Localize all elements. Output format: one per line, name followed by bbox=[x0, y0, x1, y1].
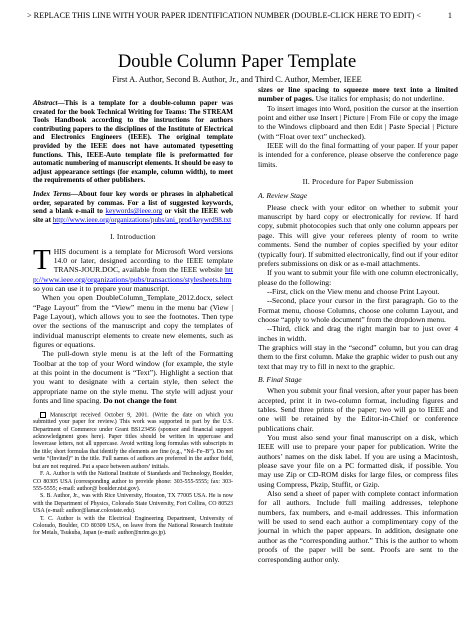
footnote: T. C. Author is with the Electrical Engineering Department, University of Colorado, Boulder, CO 80309 USA, on leave from the National Research Institute for Metals, Tsukuba, Japan (e-mail: author@nrim.go.jp). bbox=[33, 515, 233, 537]
subsection-title-final: B. Final Stage bbox=[258, 374, 302, 384]
subsection-title-review: A. Review Stage bbox=[258, 191, 308, 201]
page-header[interactable] bbox=[27, 11, 452, 20]
continued-bold: sizes or line spacing to squeeze more text into a limited number of pages. bbox=[258, 85, 458, 104]
footnote: S. B. Author, Jr., was with Rice University, Houston, TX 77005 USA. He is now with the Department of Physics, Colorado State University, Fort Collins, CO 80523 USA (e-mail: author@lamar.colostate.edu). bbox=[33, 493, 233, 515]
index-terms bbox=[33, 190, 233, 224]
index-terms-label: Index Terms bbox=[33, 189, 71, 198]
section-title-procedure: II. Procedure for Paper Submission bbox=[302, 177, 414, 187]
intro-text-1b: so you can use it to prepare your manuscript. bbox=[33, 284, 170, 294]
abstract bbox=[33, 99, 233, 185]
abstract-text: —This is a template for a double-column paper was created for the book Technical Writing for Teams: The STREAM Tools Handbook according to the instructions for authors contributing papers to the disciplines of the Institute of Electrical and Electronics Engineers (IEEE). The original template provided by the IEEE does not have automated typesetting functions. This, IEEE-Auto template file is preformatted for automatic numbering of manuscript elements. It should be easy to adjust appearance settings (for example, column width), to meet the requirements of other publishers. bbox=[33, 99, 233, 185]
ieee-formatting-paragraph: IEEE will do the final formatting of your paper. If your paper is intended for a conference, please observe the conference page limits. bbox=[258, 141, 458, 169]
author-line: First A. Author, Second B. Author, Jr., and Third C. Author, Member, IEEE bbox=[112, 75, 362, 84]
intro-paragraph-3 bbox=[33, 349, 233, 405]
final-paragraph-3: Also send a sheet of paper with complete contact information for all authors. Include full mailing addresses, telephone numbers, fax numbers, and e-mail addresses. This information will be used to send each author a complimentary copy of the journal in which the paper appears. In addition, designate one author as the “corresponding author.” This is the author to whom proofs of the paper will be sent. Proofs are sent to the corresponding author only. bbox=[258, 489, 458, 564]
keywords-email-link[interactable]: keywords@ieee.org bbox=[105, 207, 163, 216]
intro-paragraph-2: When you open DoubleColumn_Template_2012.docx, select “Page Layout” from the “View” menu in the menu bar (View | Page Layout), which allows you to see the footnotes. Then type over the sections of the manuscript and copy the templates of individual manuscript elements to create new elements, such as figures or equations. bbox=[33, 293, 233, 350]
index-terms-text: —About four key words or phrases in alphabetical order, separated by commas. For a list of suggested keywords, send a blank e-mail to bbox=[33, 189, 233, 216]
footnotes bbox=[33, 412, 233, 538]
insert-images-paragraph: To insert images into Word, position the cursor at the insertion point and either use Insert | Picture | From File or copy the image to the Windows clipboard and then Edit | Paste Special | Picture (with “Float over text” unchecked). bbox=[258, 103, 458, 141]
footnote: Manuscript received October 9, 2001. (Write the date on which you submitted your paper for review.) This work was supported in part by the U.S. Department of Commerce under Grant BS123456 (sponsor and financial support acknowledgment goes here). Paper titles should be written in uppercase and lowercase letters, not all uppercase. Avoid writing long formulas with subscripts in the title; short formulas that identify the elements are fine (e.g., “Nd–Fe–B”). Do not write “(Invited)” in the title. Full names of authors are preferred in the author field, but are not required. Put a space between authors’ initials. bbox=[33, 411, 233, 470]
review-step-3: --Third, click and drag the right margin bar to just over 4 inches in width. bbox=[258, 324, 458, 343]
paper-title: Double Column Paper Template bbox=[117, 52, 357, 72]
index-terms-text-2: or visit the IEEE web site at bbox=[33, 207, 233, 224]
keywords-url-link[interactable]: http://www.ieee.org/organizations/pubs/ani_prod/keywrd98.txt bbox=[52, 215, 232, 224]
final-paragraph-2: You must also send your final manuscript on a disk, which IEEE will use to prepare your paper for publication. Write the authors’ names on the disk label. If you are using a Macintosh, please save your file on a PC formatted disk, if possible. You may use Zip or CD-ROM disks for large files, or compress files using Compress, Pkzip, Stuffit, or Gzip. bbox=[258, 433, 458, 489]
intro-paragraph-1 bbox=[33, 243, 233, 294]
paper-id-line[interactable]: > REPLACE THIS LINE WITH YOUR PAPER IDENTIFICATION NUMBER (DOUBLE-CLICK HERE TO EDIT) < bbox=[27, 11, 421, 20]
drop-cap: T bbox=[33, 243, 51, 276]
page-number: 1 bbox=[447, 11, 452, 20]
review-paragraph-2: If you want to submit your file with one column electronically, please do the following: bbox=[258, 268, 458, 287]
continued-text: Use italics for emphasis; do not underline. bbox=[313, 94, 445, 104]
review-paragraph-3: The graphics will stay in the “second” column, but you can drag them to the first column. Make the graphic wider to push out any text that may try to fill in next to the graphic. bbox=[258, 342, 458, 371]
intro-text-1a: HIS document is a template for Microsoft Word versions 14.0 or later, designed according to the IEEE template TRANS-JOUR.DOC, available from the IEEE website bbox=[53, 246, 233, 275]
right-column bbox=[258, 85, 458, 564]
abstract-label: Abstract bbox=[33, 99, 58, 107]
final-paragraph-1: When you submit your final version, after your paper has been accepted, print it in two-column format, including figures and tables. Send three prints of the paper; two will go to IEEE and one will be retained by the Editor-in-Chief or conference publications chair. bbox=[258, 386, 458, 433]
intro-text-3: The pull-down style menu is at the left of the Formatting Toolbar at the top of your Word window (for example, the style at this point in the document is “Text”). Highlight a section that you want to designate with a certain style, then select the appropriate name on the style menu. The style will adjust your fonts and line spacing. bbox=[33, 349, 233, 406]
footnote: F. A. Author is with the National Institute of Standards and Technology, Boulder, CO 80305 USA (corresponding author to provide phone: 303-555-5555; fax: 303-555-5555; e-mail: author@ boulder.nist.gov). bbox=[33, 471, 233, 492]
review-step-2: --Second, place your cursor in the first paragraph. Go to the Format menu, choose Columns, choose one column Layout, and choose “apply to whole document” from the dropdown menu. bbox=[258, 296, 458, 324]
section-title-introduction: I. Introduction bbox=[110, 232, 156, 242]
left-column bbox=[33, 99, 233, 538]
intro-text-3-bold: Do not change the font bbox=[103, 396, 177, 406]
review-step-1: --First, click on the View menu and choose Print Layout. bbox=[267, 286, 440, 296]
continued-paragraph bbox=[258, 85, 458, 104]
review-paragraph-1: Please check with your editor on whether to submit your manuscript by hard copy or electronically for review. If hard copy, submit photocopies such that only one column appears per page. This will give your referees plenty of room to write comments. Send the number of copies specified by your editor (typically four). If submitted electronically, find out if your editor prefers submissions on disk or as e-mail attachments. bbox=[258, 202, 458, 268]
ieee-stylesheet-link[interactable]: http://www.ieee.org/organizations/pubs/transactions/stylesheets.htm bbox=[33, 265, 233, 284]
footnote-marker-icon bbox=[40, 412, 46, 418]
